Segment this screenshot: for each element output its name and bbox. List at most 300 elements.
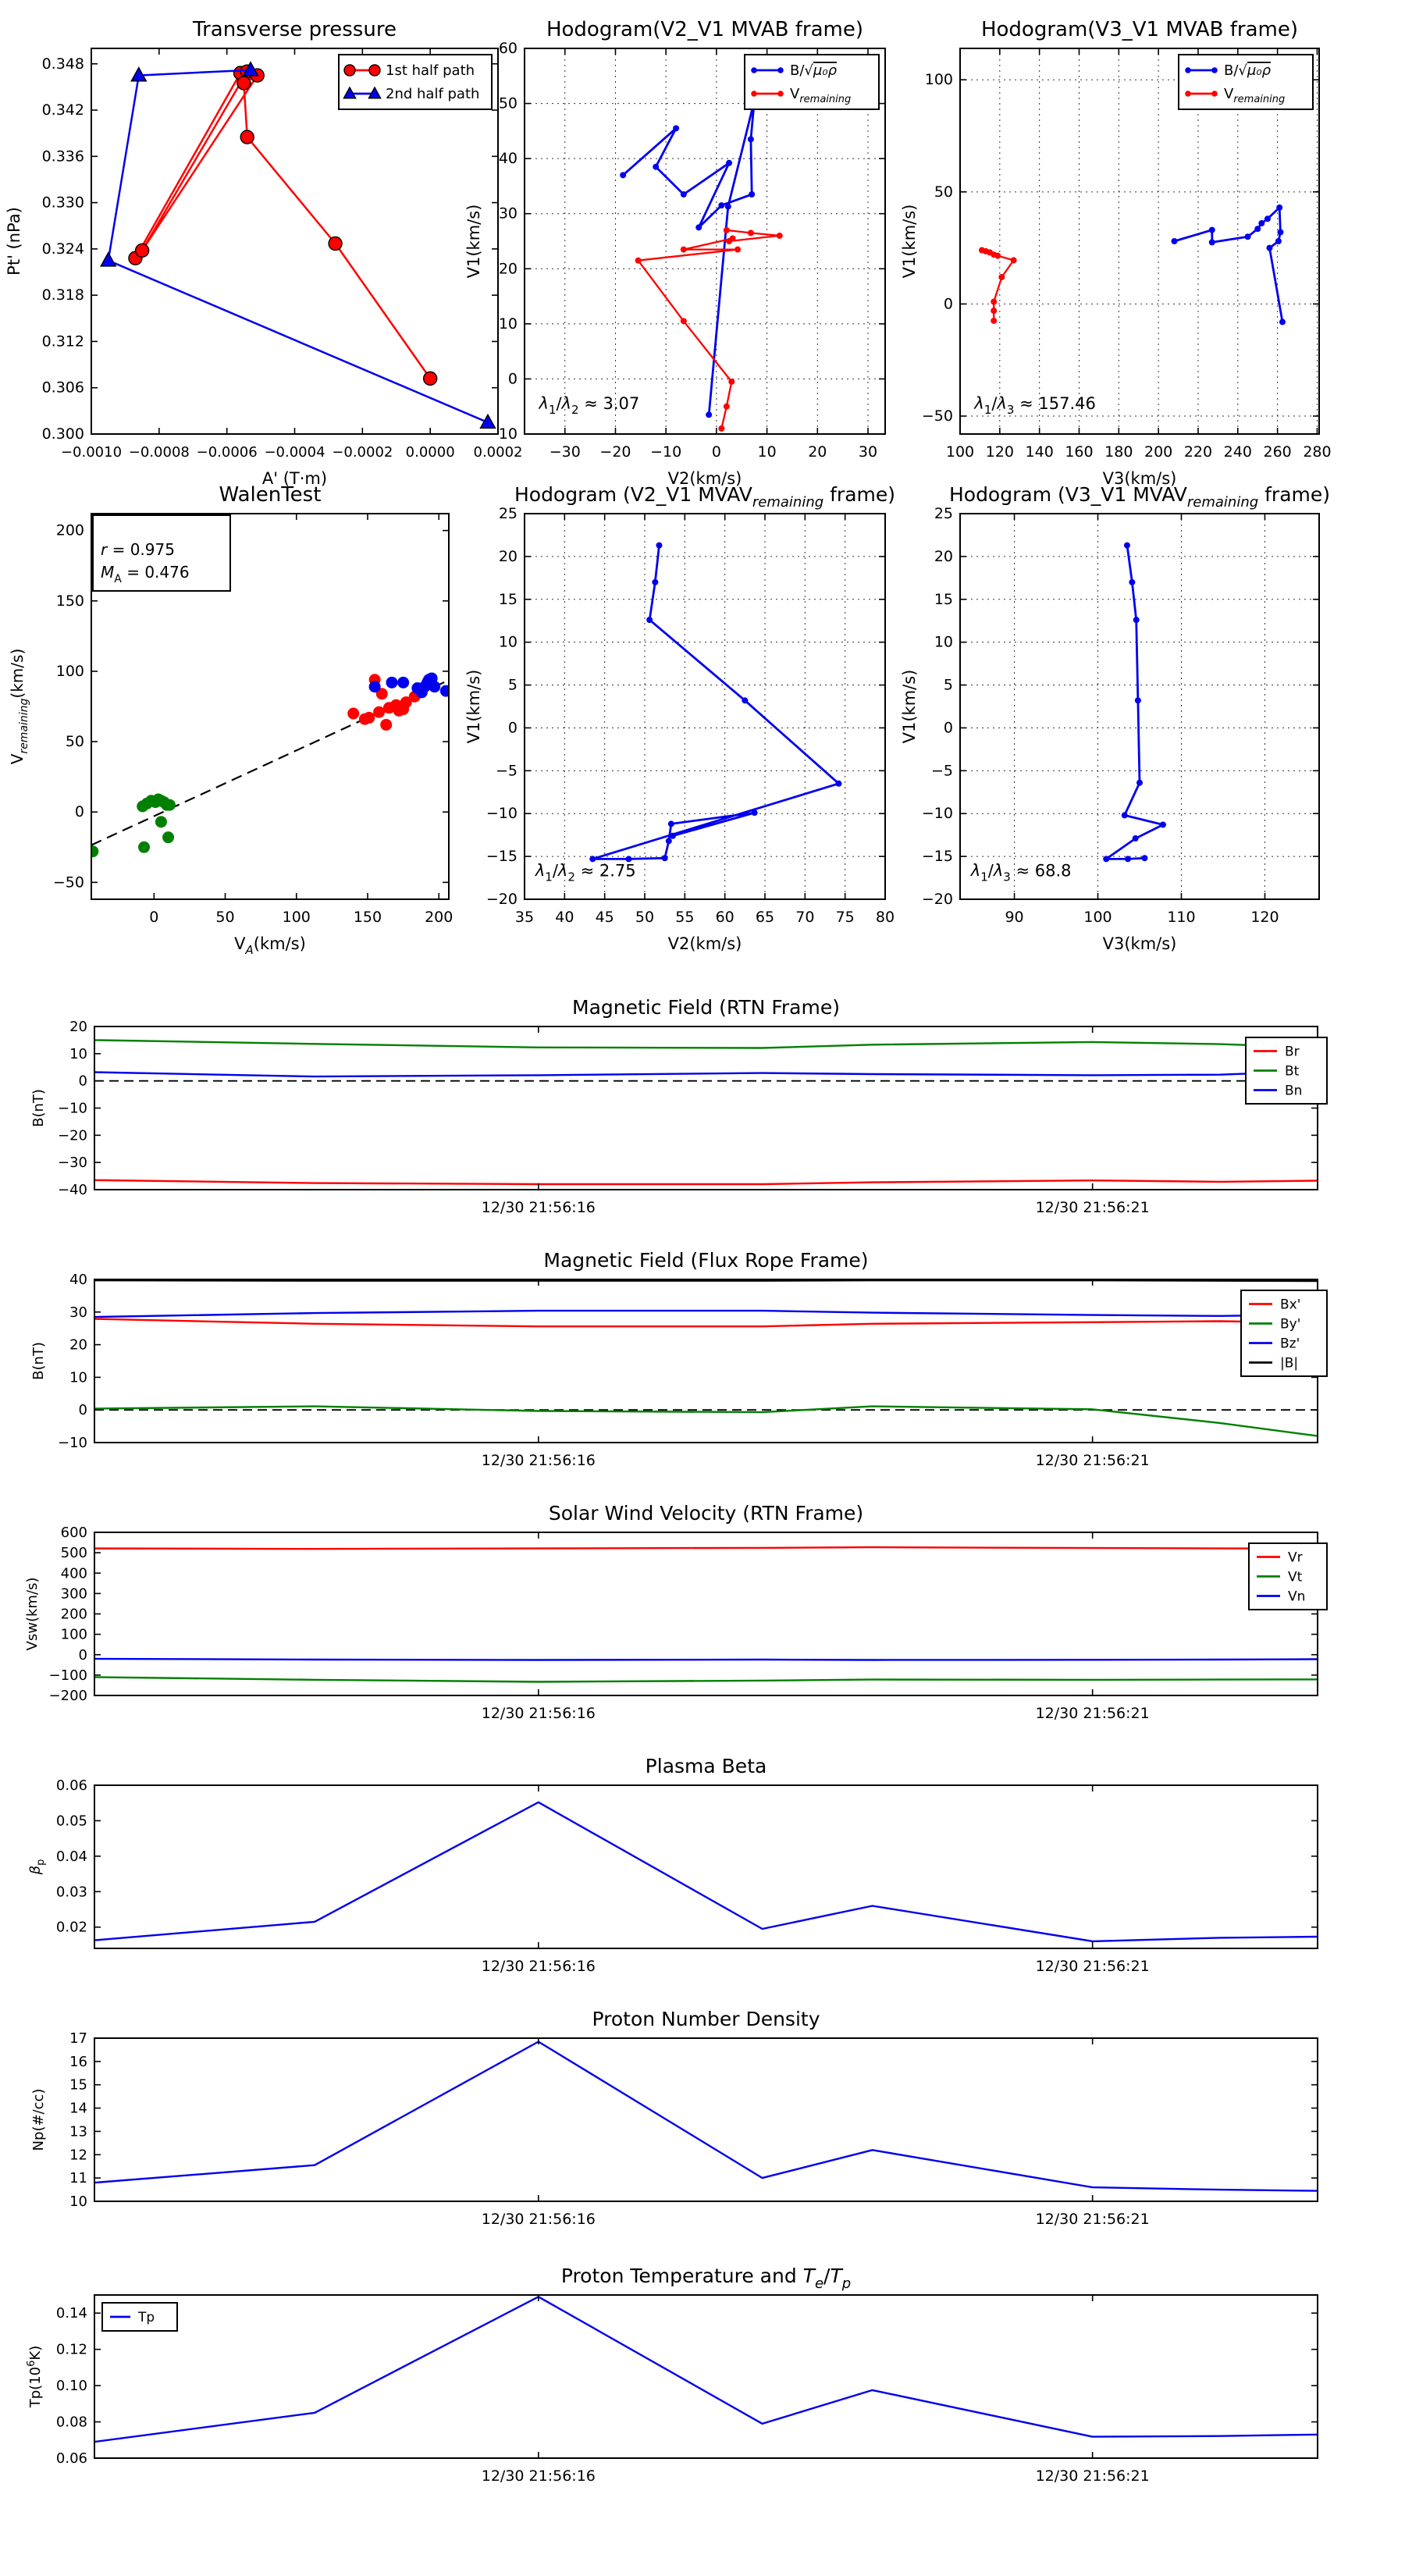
marker-point bbox=[748, 229, 754, 236]
y-tick-label: 11 bbox=[69, 2170, 87, 2187]
x-axis-label: V3(km/s) bbox=[1102, 934, 1177, 953]
chart-title: Solar Wind Velocity (RTN Frame) bbox=[548, 1502, 864, 1525]
y-tick-label: 30 bbox=[69, 1304, 87, 1321]
marker-point bbox=[1245, 233, 1251, 240]
y-axis-label: Vsw(km/s) bbox=[24, 1577, 41, 1651]
marker-point bbox=[777, 67, 784, 73]
y-tick-label: −30 bbox=[58, 1155, 87, 1172]
marker-point bbox=[138, 841, 150, 853]
marker-point bbox=[1276, 205, 1282, 211]
y-tick-label: −15 bbox=[486, 848, 518, 866]
marker-point bbox=[1133, 835, 1139, 841]
marker-point bbox=[653, 164, 659, 170]
y-tick-label: 25 bbox=[934, 505, 953, 522]
y-tick-label: 50 bbox=[498, 94, 518, 112]
x-tick-label: 0.0000 bbox=[405, 444, 455, 461]
y-tick-label: 0.336 bbox=[41, 148, 84, 165]
y-tick-label: −20 bbox=[921, 891, 953, 908]
marker-point bbox=[429, 681, 440, 692]
annotation: $\lambda_1/\lambda_3 \approx 157.46$ bbox=[974, 393, 1096, 417]
marker-point bbox=[726, 160, 732, 166]
marker-point bbox=[1185, 91, 1191, 97]
marker-point bbox=[728, 379, 735, 385]
marker-point bbox=[1124, 543, 1130, 549]
series-v-hodogram-markers bbox=[589, 543, 841, 863]
y-tick-label: 10 bbox=[498, 633, 518, 651]
chart-magnetic-field-flux-rope bbox=[30, 1249, 1327, 1469]
y-tick-label: 0.14 bbox=[55, 2305, 87, 2322]
x-tick-label: −0.0010 bbox=[60, 444, 123, 461]
y-tick-label: 0.330 bbox=[41, 194, 84, 212]
y-tick-label: 20 bbox=[498, 260, 518, 278]
x-tick-label: 100 bbox=[945, 443, 975, 461]
marker-point bbox=[735, 247, 741, 253]
x-tick-label: 50 bbox=[635, 909, 655, 926]
legend-item-label: Bt bbox=[1285, 1063, 1300, 1080]
x-tick-label: 200 bbox=[1144, 443, 1173, 461]
y-tick-label: 50 bbox=[65, 733, 84, 751]
y-tick-label: −50 bbox=[921, 407, 953, 425]
x-tick-label: 65 bbox=[755, 909, 775, 926]
y-tick-label: 16 bbox=[69, 2053, 87, 2070]
chart-hodogram-v3v1-mvab bbox=[900, 18, 1332, 488]
x-tick-label: −10 bbox=[650, 443, 682, 461]
y-tick-label: 100 bbox=[60, 1626, 87, 1643]
x-axis-label: V2(km/s) bbox=[667, 934, 742, 953]
series-br bbox=[94, 1180, 1318, 1184]
y-tick-label: 0.04 bbox=[55, 1848, 87, 1865]
grid bbox=[525, 514, 885, 899]
legend-item-label: Tp bbox=[138, 2310, 155, 2325]
legend-item-label: Vn bbox=[1288, 1589, 1306, 1605]
marker-point bbox=[668, 820, 674, 827]
y-tick-label: 0.312 bbox=[41, 333, 84, 350]
chart-title: Magnetic Field (Flux Rope Frame) bbox=[543, 1249, 869, 1272]
y-tick-label: −20 bbox=[58, 1127, 87, 1144]
series-np bbox=[94, 2042, 1318, 2191]
x-tick-label: 12/30 21:56:21 bbox=[1035, 1958, 1150, 1975]
series-2nd-half-path-markers bbox=[101, 62, 495, 429]
series-tp bbox=[94, 2297, 1318, 2442]
y-tick-label: 15 bbox=[69, 2076, 87, 2094]
marker-point bbox=[386, 677, 398, 688]
marker-point bbox=[1264, 215, 1271, 222]
legend-item-label: $V_{remaining}$ bbox=[1224, 86, 1286, 105]
marker-point bbox=[1171, 238, 1177, 244]
x-tick-label: 120 bbox=[1250, 909, 1279, 926]
y-tick-label: 0.03 bbox=[55, 1884, 87, 1901]
y-tick-label: 0 bbox=[507, 719, 518, 737]
x-tick-label: 12/30 21:56:21 bbox=[1035, 1199, 1150, 1216]
marker-point bbox=[656, 543, 662, 549]
series-v-hodogram bbox=[1106, 546, 1163, 859]
y-tick-label: 25 bbox=[498, 505, 518, 522]
series-v-hodogram bbox=[592, 546, 838, 859]
x-tick-label: 12/30 21:56:21 bbox=[1035, 2467, 1150, 2485]
series-vt bbox=[94, 1678, 1318, 1682]
x-tick-label: −0.0006 bbox=[196, 444, 258, 461]
legend-item-label: $V_{remaining}$ bbox=[790, 86, 852, 105]
marker-point bbox=[162, 831, 174, 843]
y-tick-label: 0.306 bbox=[41, 379, 84, 397]
chart-proton-density bbox=[30, 2008, 1318, 2228]
x-tick-label: −0.0002 bbox=[332, 444, 393, 461]
marker-point bbox=[1277, 229, 1283, 236]
marker-point bbox=[695, 224, 702, 230]
x-tick-label: 12/30 21:56:21 bbox=[1035, 2211, 1150, 2228]
y-tick-label: 15 bbox=[498, 590, 518, 608]
marker-point bbox=[1011, 257, 1017, 263]
legend-item-label: Vt bbox=[1288, 1569, 1303, 1585]
marker-point bbox=[1258, 220, 1264, 226]
y-tick-label: 400 bbox=[60, 1565, 87, 1582]
marker-point bbox=[670, 833, 676, 839]
annotation: $\lambda_1/\lambda_2 \approx 3.07$ bbox=[539, 393, 640, 417]
series-1st-half-path bbox=[135, 72, 430, 379]
marker-point bbox=[752, 809, 758, 816]
annotation: $\lambda_1/\lambda_3 \approx 68.8$ bbox=[970, 861, 1072, 884]
marker-point bbox=[155, 816, 167, 827]
x-tick-label: 50 bbox=[215, 909, 235, 926]
marker-point bbox=[1133, 617, 1140, 623]
x-tick-label: 280 bbox=[1303, 443, 1332, 461]
y-tick-label: 100 bbox=[924, 71, 953, 89]
y-tick-label: 0.06 bbox=[55, 1777, 87, 1794]
x-tick-label: 12/30 21:56:21 bbox=[1035, 1705, 1150, 1722]
series-bx-prime bbox=[94, 1319, 1318, 1327]
x-tick-label: 45 bbox=[595, 909, 614, 926]
marker-point bbox=[1122, 812, 1128, 818]
series-b-field bbox=[623, 101, 754, 415]
chart-title: Proton Temperature and $T_e/T_p$ bbox=[560, 2265, 852, 2292]
y-tick-label: −10 bbox=[58, 1100, 87, 1117]
marker-point bbox=[344, 65, 355, 76]
marker-point bbox=[681, 247, 687, 253]
y-tick-label: 5 bbox=[943, 676, 953, 694]
series-2nd-half-path bbox=[108, 70, 488, 423]
marker-point bbox=[991, 299, 997, 305]
axes-frame bbox=[94, 2295, 1318, 2458]
marker-point bbox=[777, 233, 783, 239]
marker-point bbox=[164, 799, 176, 811]
marker-point bbox=[1211, 67, 1218, 73]
y-tick-label: −50 bbox=[52, 873, 84, 891]
marker-point bbox=[369, 65, 380, 76]
y-axis-label: Pt' (nPa) bbox=[5, 207, 23, 276]
y-axis-label: V1(km/s) bbox=[464, 204, 483, 279]
marker-point bbox=[706, 411, 712, 418]
y-axis-label: $V_{remaining}(km/s)$ bbox=[8, 648, 30, 765]
legend-item-label: Vr bbox=[1288, 1550, 1303, 1566]
x-tick-label: 60 bbox=[715, 909, 735, 926]
y-tick-label: 14 bbox=[69, 2100, 87, 2117]
x-tick-label: 180 bbox=[1104, 443, 1133, 461]
marker-point bbox=[380, 719, 392, 731]
marker-point bbox=[998, 274, 1005, 280]
marker-point bbox=[730, 235, 736, 241]
marker-point bbox=[369, 681, 381, 692]
y-tick-label: 17 bbox=[69, 2030, 87, 2047]
marker-point bbox=[725, 204, 731, 210]
marker-point bbox=[991, 308, 997, 314]
legend-item-label: Bn bbox=[1285, 1083, 1303, 1099]
y-axis-label: $Tp(10^6K)$ bbox=[26, 2345, 44, 2408]
legend-item-label: Bx' bbox=[1280, 1297, 1301, 1313]
y-tick-label: 5 bbox=[507, 676, 518, 694]
x-tick-label: 90 bbox=[1005, 909, 1024, 926]
marker-point bbox=[1209, 239, 1215, 245]
x-tick-label: 40 bbox=[555, 909, 574, 926]
x-tick-label: 12/30 21:56:16 bbox=[481, 2211, 596, 2228]
marker-point bbox=[1211, 91, 1218, 97]
y-tick-label: 40 bbox=[69, 1272, 87, 1288]
chart-title: Hodogram(V3_V1 MVAB frame) bbox=[980, 18, 1299, 41]
chart-title: Hodogram(V2_V1 MVAB frame) bbox=[546, 18, 864, 41]
y-tick-label: 0.05 bbox=[55, 1813, 87, 1830]
x-axis-label: V3(km/s) bbox=[1102, 469, 1177, 488]
axes-frame bbox=[94, 1026, 1318, 1190]
x-tick-label: 160 bbox=[1065, 443, 1094, 461]
marker-point bbox=[240, 130, 254, 144]
y-tick-label: 200 bbox=[60, 1606, 87, 1623]
y-tick-label: 40 bbox=[498, 150, 518, 168]
marker-point bbox=[1279, 318, 1286, 325]
axes-frame bbox=[94, 2038, 1318, 2201]
y-tick-label: 100 bbox=[55, 662, 84, 680]
y-tick-label: −10 bbox=[58, 1435, 87, 1451]
y-tick-label: 0.02 bbox=[55, 1919, 87, 1936]
series-v-remaining bbox=[638, 230, 780, 429]
marker-point bbox=[87, 845, 98, 857]
y-tick-label: 0 bbox=[943, 295, 953, 313]
y-tick-label: −40 bbox=[58, 1182, 87, 1198]
y-tick-label: −100 bbox=[48, 1667, 87, 1684]
marker-point bbox=[748, 136, 754, 142]
x-tick-label: 80 bbox=[875, 909, 895, 926]
x-tick-label: 12/30 21:56:16 bbox=[481, 1958, 596, 1975]
legend-item-label: 2nd half path bbox=[386, 86, 480, 102]
x-axis-label: A' (T·m) bbox=[261, 469, 328, 488]
legend-item-label: B/√μ₀ρ bbox=[1224, 62, 1271, 79]
y-tick-label: 20 bbox=[934, 547, 953, 565]
x-tick-label: 12/30 21:56:21 bbox=[1035, 1452, 1150, 1469]
y-tick-label: 13 bbox=[69, 2123, 87, 2140]
legend-item-label: By' bbox=[1280, 1316, 1301, 1332]
axes-frame bbox=[94, 1279, 1318, 1443]
series-vn bbox=[94, 1659, 1318, 1660]
y-axis-label: V1(km/s) bbox=[900, 669, 919, 744]
x-tick-label: 120 bbox=[985, 443, 1014, 461]
x-tick-label: 75 bbox=[835, 909, 855, 926]
y-tick-label: 50 bbox=[934, 183, 953, 201]
x-tick-label: 12/30 21:56:16 bbox=[481, 2467, 596, 2485]
chart-hodogram-v2v1-mvav bbox=[464, 483, 895, 953]
axes-frame bbox=[960, 514, 1319, 899]
marker-point bbox=[136, 244, 149, 257]
marker-point bbox=[373, 706, 385, 718]
y-tick-label: 600 bbox=[60, 1525, 87, 1541]
chart-title: Plasma Beta bbox=[645, 1755, 767, 1777]
y-tick-label: −5 bbox=[930, 762, 953, 780]
y-tick-label: 10 bbox=[69, 1045, 87, 1062]
y-tick-label: −5 bbox=[495, 762, 518, 780]
y-tick-label: 150 bbox=[55, 592, 84, 610]
chart-title: Transverse pressure bbox=[193, 18, 397, 41]
marker-point bbox=[994, 253, 1001, 259]
series-v-hodogram-markers bbox=[1103, 543, 1166, 863]
x-tick-label: −0.0004 bbox=[264, 444, 325, 461]
series-v-remaining bbox=[982, 251, 1014, 322]
series-scatter-green-markers bbox=[87, 793, 176, 857]
marker-point bbox=[835, 781, 841, 787]
y-tick-label: 12 bbox=[69, 2147, 87, 2164]
chart-plasma-beta bbox=[27, 1755, 1318, 1975]
marker-point bbox=[742, 697, 748, 703]
y-tick-label: −20 bbox=[486, 891, 518, 908]
y-tick-label: 20 bbox=[69, 1336, 87, 1354]
x-tick-label: 20 bbox=[808, 443, 827, 461]
chart-walen-test bbox=[0, 0, 456, 957]
marker-point bbox=[681, 191, 687, 197]
series-b-field-markers bbox=[1171, 205, 1286, 325]
x-tick-label: 12/30 21:56:16 bbox=[481, 1199, 596, 1216]
marker-point bbox=[777, 91, 784, 97]
x-tick-label: 100 bbox=[282, 909, 311, 926]
marker-point bbox=[237, 76, 251, 90]
y-tick-label: −10 bbox=[486, 805, 518, 823]
x-tick-label: 0 bbox=[149, 909, 159, 926]
marker-point bbox=[749, 191, 755, 197]
y-tick-label: 10 bbox=[498, 315, 518, 333]
marker-point bbox=[1135, 697, 1141, 703]
series-beta-p bbox=[94, 1802, 1318, 1941]
marker-point bbox=[635, 258, 642, 264]
y-tick-label: 20 bbox=[498, 547, 518, 565]
y-tick-label: 0.342 bbox=[41, 101, 84, 119]
x-tick-label: 55 bbox=[675, 909, 695, 926]
x-tick-label: 220 bbox=[1183, 443, 1213, 461]
series-b-field-markers bbox=[620, 98, 757, 418]
y-tick-label: 200 bbox=[55, 521, 84, 539]
marker-point bbox=[751, 91, 757, 97]
marker-point bbox=[444, 685, 456, 697]
axes-frame bbox=[94, 1532, 1318, 1695]
x-tick-label: 0 bbox=[711, 443, 721, 461]
legend-item-label: 1st half path bbox=[386, 62, 475, 79]
x-tick-label: 35 bbox=[514, 909, 535, 926]
x-tick-label: 200 bbox=[425, 909, 454, 926]
y-axis-label: V1(km/s) bbox=[464, 669, 483, 744]
y-tick-label: 10 bbox=[69, 1369, 87, 1386]
y-tick-label: 0.318 bbox=[41, 286, 84, 304]
marker-point bbox=[666, 838, 672, 844]
marker-point bbox=[718, 202, 724, 208]
y-tick-label: 300 bbox=[60, 1585, 87, 1603]
marker-point bbox=[751, 67, 757, 73]
y-tick-label: 0 bbox=[78, 1646, 87, 1663]
chart-hodogram-v3v1-mvav bbox=[900, 483, 1330, 953]
x-tick-label: −0.0008 bbox=[128, 444, 190, 461]
y-tick-label: −200 bbox=[48, 1688, 87, 1704]
series-1st-half-path-markers bbox=[129, 65, 437, 385]
marker-point bbox=[991, 318, 997, 324]
x-tick-label: 140 bbox=[1025, 443, 1054, 461]
y-tick-label: 0 bbox=[507, 370, 518, 388]
series-b-field bbox=[1175, 208, 1283, 322]
marker-point bbox=[397, 677, 409, 688]
marker-point bbox=[363, 712, 375, 724]
y-axis-label: B(nT) bbox=[30, 1342, 47, 1380]
marker-point bbox=[724, 404, 730, 410]
y-tick-label: 0.08 bbox=[55, 2414, 87, 2431]
y-tick-label: −10 bbox=[486, 425, 518, 443]
y-tick-label: 15 bbox=[934, 590, 953, 608]
marker-point bbox=[1136, 780, 1143, 786]
marker-point bbox=[620, 172, 626, 178]
marker-point bbox=[1266, 245, 1272, 251]
series-vr bbox=[94, 1547, 1318, 1549]
x-tick-label: −30 bbox=[549, 443, 581, 461]
y-tick-label: 0 bbox=[78, 1402, 87, 1419]
marker-point bbox=[329, 237, 342, 250]
y-tick-label: 0.06 bbox=[55, 2450, 87, 2467]
chart-proton-temperature bbox=[26, 2265, 1318, 2485]
x-tick-label: 110 bbox=[1167, 909, 1196, 926]
marker-point bbox=[662, 855, 668, 861]
y-tick-label: 0.348 bbox=[41, 55, 84, 73]
y-tick-label: 0 bbox=[78, 1073, 87, 1090]
x-tick-label: 12/30 21:56:16 bbox=[481, 1452, 596, 1469]
stats-line: r = 0.975 bbox=[101, 540, 175, 559]
x-tick-label: 10 bbox=[757, 443, 777, 461]
y-axis-label: $\beta_p$ bbox=[27, 1859, 47, 1875]
marker-point bbox=[718, 425, 724, 432]
marker-triangle bbox=[101, 253, 116, 266]
chart-solar-wind-velocity bbox=[24, 1502, 1327, 1722]
x-axis-label: $V_A(km/s)$ bbox=[234, 934, 306, 957]
chart-title: Hodogram (V2_V1 $MVAV_{remaining}$ frame) bbox=[514, 483, 896, 511]
series-by-prime bbox=[94, 1407, 1318, 1436]
marker-point bbox=[1209, 227, 1215, 233]
x-tick-label: 70 bbox=[795, 909, 815, 926]
y-axis-label: V1(km/s) bbox=[900, 204, 919, 279]
y-tick-label: 0.324 bbox=[41, 240, 84, 258]
y-axis-label: Np(#/cc) bbox=[30, 2088, 47, 2151]
y-tick-label: 60 bbox=[498, 40, 518, 57]
chart-transverse-pressure bbox=[5, 18, 522, 488]
chart-title: Hodogram (V3_V1 $MVAV_{remaining}$ frame) bbox=[948, 483, 1331, 511]
marker-point bbox=[724, 227, 730, 233]
y-tick-label: 0.10 bbox=[55, 2378, 87, 2395]
series-bn bbox=[94, 1071, 1318, 1076]
y-tick-label: 0.300 bbox=[41, 425, 84, 443]
x-tick-label: 100 bbox=[1083, 909, 1112, 926]
x-tick-label: 30 bbox=[858, 443, 878, 461]
legend-item-label: |B| bbox=[1280, 1355, 1299, 1372]
marker-point bbox=[652, 579, 658, 585]
marker-point bbox=[1275, 238, 1282, 244]
chart-title: Proton Number Density bbox=[592, 2008, 820, 2030]
marker-point bbox=[1185, 67, 1191, 73]
axes-frame bbox=[525, 514, 885, 899]
series-bz-prime bbox=[94, 1311, 1318, 1317]
chart-magnetic-field-rtn bbox=[30, 996, 1327, 1216]
annotation: $\lambda_1/\lambda_2 \approx 2.75$ bbox=[535, 861, 636, 884]
x-tick-label: 260 bbox=[1263, 443, 1292, 461]
y-tick-label: 30 bbox=[498, 205, 518, 222]
y-tick-label: 500 bbox=[60, 1545, 87, 1562]
stats-line: $M_A = 0.476$ bbox=[101, 563, 190, 585]
